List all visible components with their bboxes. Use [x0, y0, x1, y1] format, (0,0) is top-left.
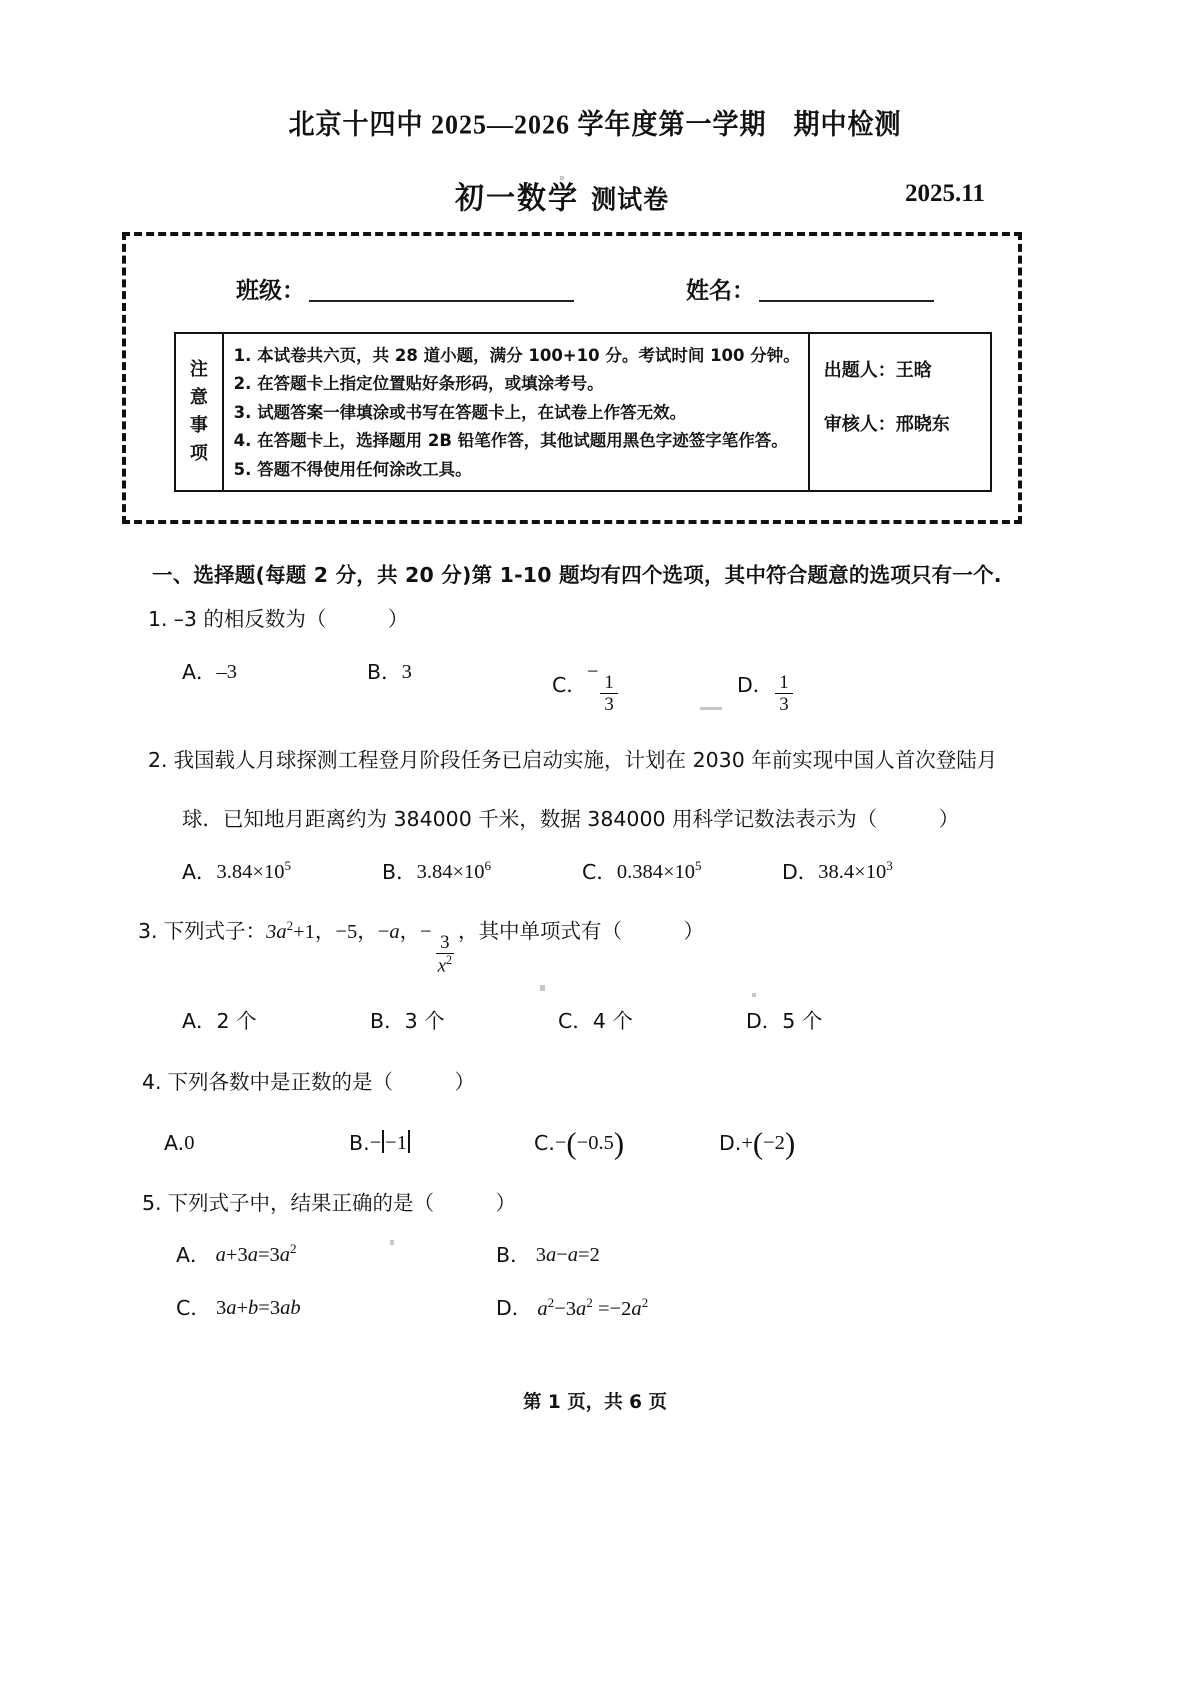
notice-table: [174, 332, 992, 492]
name-label: 姓名：: [686, 278, 755, 304]
option-a[interactable]: [182, 657, 367, 688]
option-a-label: A．: [182, 1009, 217, 1034]
option-a-value: –3: [216, 660, 238, 683]
question-3-prefix: 下列式子：: [163, 918, 267, 943]
notice-item: 1. 本试卷共六页，共 28 道小题，满分 100+10 分。考试时间 100 分钟。: [233, 346, 800, 365]
option-a-label: A．: [182, 659, 217, 684]
question-1: [148, 604, 1190, 715]
question-1-text: –3 的相反数为（ ）: [173, 607, 409, 631]
question-3: [138, 916, 1190, 1037]
question-2-stem-line1: [148, 745, 1190, 776]
question-2-text-1: 我国载人月球探测工程登月阶段任务已启动实施，计划在 2030 年前实现中国人首次登陆月: [173, 747, 998, 772]
question-1-stem: [148, 604, 1190, 635]
scan-speck: [700, 707, 722, 710]
notice-label: 注 意 事 项: [176, 334, 224, 490]
question-5-number: 5.: [142, 1191, 162, 1216]
notice-item: 4. 在答题卡上，选择题用 2B 铅笔作答，其他试题用黑色字迹签字笔作答。: [233, 431, 788, 451]
notice-item: 3. 试题答案一律填涂或书写在答题卡上，在试卷上作答无效。: [233, 402, 687, 422]
option-b-label: B．: [496, 1242, 531, 1267]
subject-title: [455, 175, 669, 218]
scan-speck: [752, 993, 756, 997]
option-b[interactable]: [367, 657, 552, 688]
option-c-label: C.: [534, 1130, 555, 1155]
question-3-number: 3.: [138, 918, 158, 943]
question-3-options: [182, 1006, 1190, 1037]
option-c-label: C．: [558, 1009, 593, 1034]
option-d-value: 5 个: [782, 1009, 823, 1034]
reviewer-line: 审核人：邢晓东: [823, 414, 950, 435]
subject-name: 初一数学: [455, 180, 580, 216]
notice-item: 5. 答题不得使用任何涂改工具。: [233, 459, 472, 479]
paper-label: 测试卷: [591, 184, 670, 215]
option-a[interactable]: [164, 1128, 349, 1159]
option-b-label: B．: [367, 659, 402, 684]
option-d[interactable]: [782, 856, 982, 888]
question-2: [148, 745, 1190, 888]
question-2-options: [182, 856, 1190, 888]
notice-item: 2. 在答题卡上指定位置贴好条形码，或填涂考号。: [233, 374, 604, 394]
option-d-value: $38.4\times 10^3$: [818, 858, 893, 884]
question-5-stem: [142, 1188, 1190, 1219]
option-c[interactable]: [558, 1006, 746, 1037]
option-a-value: $a+3a=3a^2$: [215, 1241, 297, 1266]
exam-body: [0, 558, 1190, 1346]
option-c-value: − $\frac{1}{3}$: [587, 657, 620, 715]
option-c-value: 3a+b=3ab: [210, 1297, 301, 1320]
name-field: [686, 272, 934, 305]
option-c-value: $0.384\times 10^5$: [616, 858, 702, 884]
page-footer: 第 1 页，共 6 页: [522, 1392, 667, 1413]
option-d-value: $a^2-3a^2 =-2a^2$: [537, 1294, 649, 1320]
subtitle-block: [0, 176, 1190, 222]
option-d[interactable]: [737, 657, 922, 715]
option-a-label: A.: [164, 1130, 185, 1155]
question-5-options: [176, 1239, 816, 1324]
question-5: [142, 1188, 1190, 1324]
option-a-value: 2 个: [216, 1009, 257, 1034]
page-title: 北京十四中 2025—2026 学年度第一学期 期中检测: [288, 109, 902, 140]
option-b[interactable]: [382, 856, 582, 888]
question-4: [142, 1067, 1190, 1159]
option-d-label: D.: [719, 1130, 742, 1155]
option-b-value: − −1: [370, 1128, 411, 1159]
option-d[interactable]: [719, 1125, 904, 1160]
option-a[interactable]: [182, 856, 382, 888]
option-c-label: C．: [582, 859, 617, 884]
option-b-value: 3: [401, 660, 412, 683]
option-d-label: D．: [782, 859, 819, 884]
question-4-text: 下列各数中是正数的是（ ）: [167, 1069, 476, 1094]
question-4-number: 4.: [142, 1069, 162, 1094]
student-info-box: [122, 232, 1022, 524]
option-a-label: A．: [182, 859, 217, 884]
option-d[interactable]: [746, 1006, 934, 1037]
class-field: [236, 272, 574, 305]
notice-items: [224, 334, 810, 490]
question-2-stem-line2: [182, 804, 1190, 835]
section-heading-choice: 一、选择题(每题 2 分，共 20 分)第 1-10 题均有四个选项，其中符合题意的选项只有一个.: [152, 563, 1002, 587]
author-line: 出题人：王晗: [823, 360, 932, 381]
notice-credits: [810, 334, 990, 490]
class-input-rule[interactable]: [309, 282, 574, 302]
student-field-row: [236, 272, 1026, 312]
option-b-label: B．: [382, 859, 417, 884]
question-3-terms: $3a^2+1$，−5，−a，− $\frac{3}{x^2}$: [266, 918, 453, 977]
option-a[interactable]: [176, 1239, 496, 1271]
option-c-label: C．: [176, 1296, 211, 1321]
scan-speck: [390, 1240, 394, 1245]
option-a-label: A．: [176, 1242, 211, 1267]
option-d-label: D．: [737, 673, 774, 698]
option-b-value: $3.84\times 10^6$: [416, 858, 492, 884]
option-b[interactable]: [370, 1006, 558, 1037]
name-input-rule[interactable]: [759, 282, 934, 302]
question-1-options: [182, 657, 1190, 715]
option-b[interactable]: [349, 1128, 534, 1159]
option-c-value: −(−0.5): [554, 1125, 625, 1160]
option-c[interactable]: [176, 1293, 496, 1325]
question-3-stem: [138, 916, 1190, 976]
option-a[interactable]: [182, 1006, 370, 1037]
question-1-number: 1.: [148, 607, 168, 631]
exam-date: 2025.11: [905, 180, 985, 207]
option-b-value: 3 个: [404, 1009, 445, 1034]
class-label: 班级：: [236, 278, 305, 304]
option-b-label: B.: [349, 1130, 370, 1155]
option-a-value: $3.84\times 10^5$: [216, 858, 292, 884]
question-5-text: 下列式子中，结果正确的是（ ）: [167, 1191, 517, 1216]
question-3-suffix: ，其中单项式有（ ）: [458, 918, 705, 943]
option-d-label: D．: [746, 1009, 783, 1034]
scan-speck: [560, 176, 564, 180]
option-d-value: $\frac{1}{3}$: [773, 657, 794, 715]
option-c-label: C．: [552, 673, 587, 698]
question-4-stem: [142, 1067, 1190, 1098]
option-b-label: B．: [370, 1009, 405, 1034]
option-d-label: D．: [496, 1296, 533, 1321]
question-4-options: [164, 1125, 1190, 1160]
title-block: [0, 104, 1190, 141]
option-d[interactable]: [496, 1293, 816, 1325]
option-b-value: 3a−a=2: [530, 1243, 600, 1266]
question-2-text-2: 球．已知地月距离约为 384000 千米，数据 384000 用科学记数法表示为（ ）: [182, 806, 960, 831]
option-c-value: 4 个: [592, 1009, 633, 1034]
option-b[interactable]: [496, 1239, 816, 1271]
option-a-value: 0: [184, 1131, 195, 1154]
question-2-number: 2.: [148, 747, 168, 772]
option-c[interactable]: [534, 1125, 719, 1160]
option-c[interactable]: [582, 856, 782, 888]
option-d-value: +(−2): [741, 1125, 796, 1160]
scan-speck: [540, 985, 545, 991]
